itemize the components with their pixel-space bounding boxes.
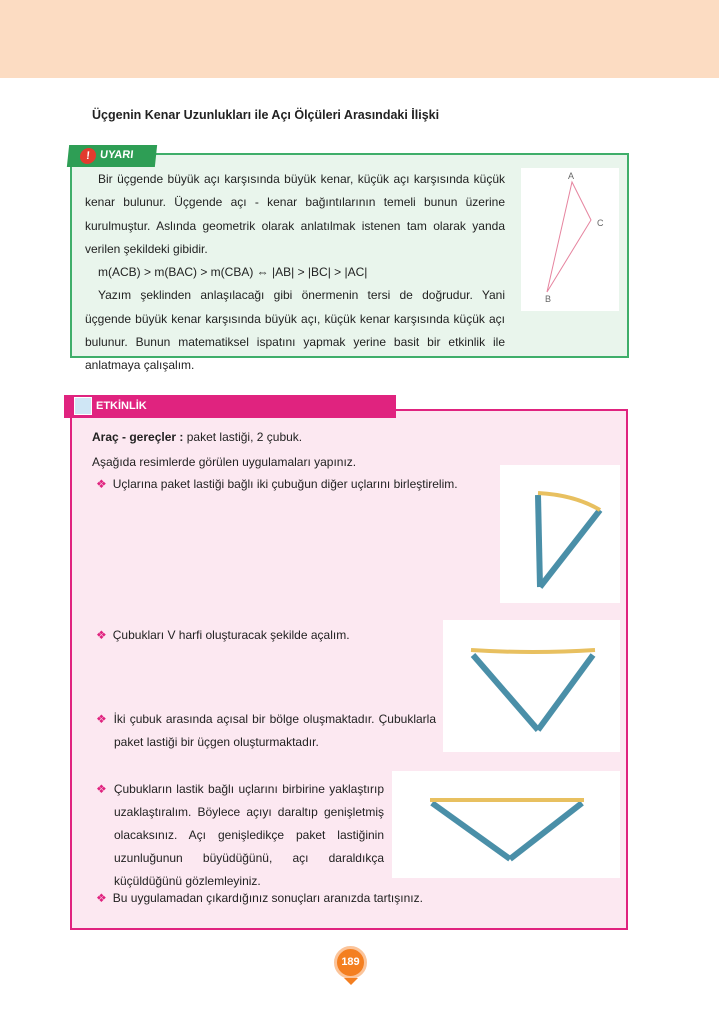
page-arrow-icon [344, 978, 358, 985]
list-item: ❖ İki çubuk arasında açısal bir bölge oluşmaktadır. Çubuklarla paket lastiği bir üçgen oluşturmaktadır. [96, 712, 436, 749]
vertex-b: B [545, 294, 552, 304]
exclamation-icon: ! [79, 148, 97, 164]
triangle-figure [521, 168, 619, 311]
warning-label: UYARI [99, 149, 134, 161]
warning-paragraph-2: Yazım şeklinden anlaşılacağı gibi önermenin tersi de doğrudur. Yani üçgende büyük kenar karşısında büyük açı, küçük kenar karşısında küçük açı bulunur. Bunun matematiksel ispatını yapmak yerine basit bir etkinlik ile anlatmaya çalışalım. [85, 288, 505, 373]
page-number: 189 [334, 946, 367, 979]
list-item: ❖ Çubukları V harfi oluşturacak şekilde açalım. [96, 628, 350, 642]
activity-tag [64, 395, 396, 418]
bullet-text: Çubukları V harfi oluşturacak şekilde açalım. [112, 628, 350, 642]
section-title: Üçgenin Kenar Uzunlukları ile Açı Ölçüleri Arasındaki İlişki [92, 108, 440, 122]
list-item: ❖ Çubukların lastik bağlı uçlarını birbirine yaklaştırıp uzaklaştıralım. Böylece açıyı daraltıp genişletmiş olacaksınız. Açı genişledikçe paket lastiğinin uzunluğunun büyüdüğünü, açı daraldıkça küçüldüğünü gözlemleyiniz. [96, 782, 384, 888]
materials [92, 426, 302, 449]
divider [395, 409, 628, 411]
list-item: ❖ Bu uygulamadan çıkardığınız sonuçları aranızda tartışınız. [96, 891, 423, 905]
bullet-text: Uçlarına paket lastiği bağlı iki çubuğun diğer uçlarını birleştirelim. [112, 477, 458, 491]
warning-tag [67, 145, 157, 167]
warning-text [85, 168, 505, 378]
sticks-v-image [443, 620, 620, 752]
sticks-closed-image [500, 465, 620, 603]
materials-label: Araç - gereçler : [92, 430, 184, 444]
bullet-text: Bu uygulamadan çıkardığınız sonuçları aranızda tartışınız. [112, 891, 423, 905]
formula: m(ACB) > m(BAC) > m(CBA) ⇔ |AB| > |BC| > |AC| [98, 265, 368, 280]
notebook-icon [74, 397, 92, 415]
sticks-wide-image [392, 771, 620, 878]
warning-paragraph-1: Bir üçgende büyük açı karşısında büyük kenar, küçük açı karşısında küçük kenar bulunur. Üçgende açı - kenar bağıntılarının temeli bunun üzerine kurulmuştur. Aslında geometrik olarak anlatılmak istenen tam olarak yanda verilen şekildeki gibidir. [85, 172, 505, 256]
bullet-text: Çubukların lastik bağlı uçlarını birbirine yaklaştırıp uzaklaştıralım. Böylece açıyı daraltıp genişletmiş olacaksınız. Açı genişledikçe paket lastiğinin uzunluğunun büyüdüğünü, açı daraldıkça küçüldüğünü gözlemleyiniz. [113, 782, 384, 888]
bullet-text: İki çubuk arasında açısal bir bölge oluşmaktadır. Çubuklarla paket lastiği bir üçgen oluşturmaktadır. [113, 712, 436, 749]
list-item: ❖ Uçlarına paket lastiği bağlı iki çubuğun diğer uçlarını birleştirelim. [96, 477, 458, 491]
vertex-c: C [597, 218, 604, 228]
top-band [0, 0, 719, 78]
vertex-a: A [568, 171, 575, 181]
materials-value: paket lastiği, 2 çubuk. [183, 430, 303, 444]
intro: Aşağıda resimlerde görülen uygulamaları yapınız. [92, 455, 357, 469]
activity-label: ETKİNLİK [96, 400, 147, 412]
